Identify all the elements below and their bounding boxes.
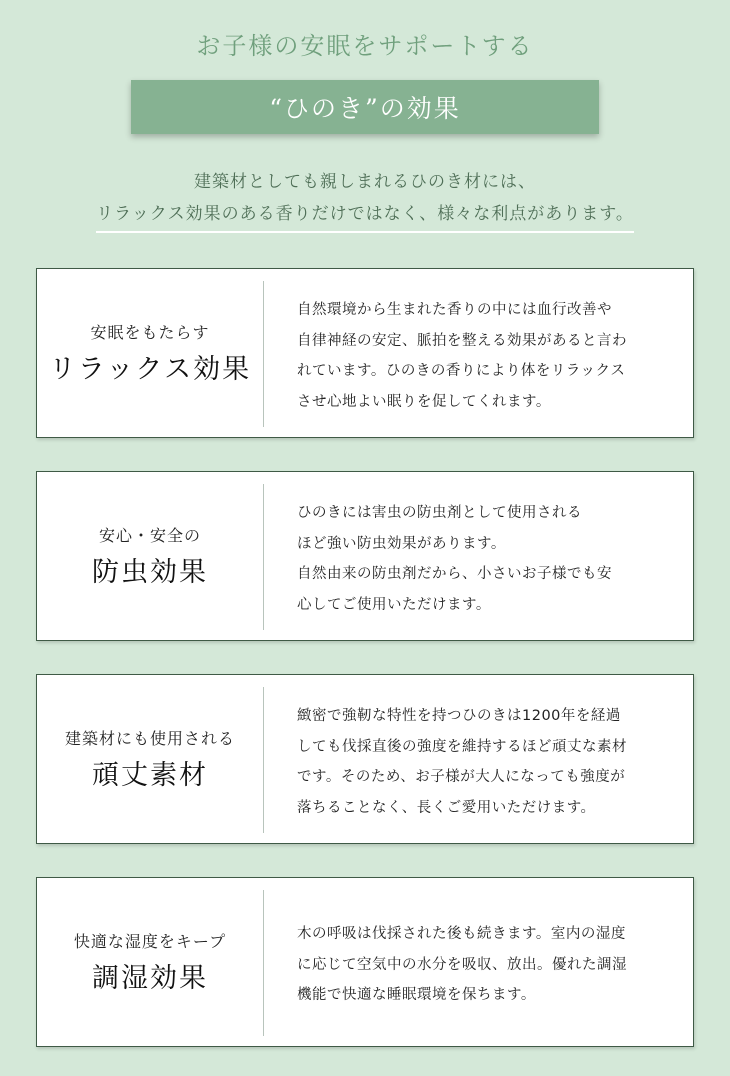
card-text-line: です。そのため、お子様が大人になっても強度が (297, 769, 626, 785)
card-subtitle: 建築材にも使用される (64, 729, 235, 748)
card-title: 頑丈素材 (92, 760, 208, 791)
card-text-line: させ心地よい眠りを促してくれます。 (297, 393, 551, 410)
benefit-card-durable (36, 674, 694, 844)
card-heading (37, 269, 263, 437)
benefit-card-humidity (36, 877, 694, 1047)
card-divider (263, 281, 264, 427)
card-text-line: 自然由来の防虫剤だから、小さいお子様でも安 (297, 566, 612, 582)
card-text-line: れています。ひのきの香りにより体をリラックス (297, 363, 626, 379)
card-subtitle: 安眠をもたらす (90, 323, 210, 342)
intro-line-1: 建築材としても親しまれるひのき材には、 (194, 172, 536, 192)
card-text-line: ひのきには害虫の防虫剤として使用される (297, 505, 582, 521)
card-text-line: 緻密で強靭な特性を持つひのきは1200年を経過 (297, 708, 621, 724)
card-text-line: 自律神経の安定、脈拍を整える効果があると言わ (297, 332, 627, 349)
card-description (297, 701, 677, 823)
card-heading (37, 472, 263, 640)
card-description (297, 295, 677, 417)
headline: お子様の安眠をサポートする (196, 32, 534, 60)
card-heading (37, 878, 263, 1046)
card-title: 防虫効果 (92, 557, 208, 588)
intro-line-2: リラックス効果のある香りだけではなく、様々な利点があります。 (96, 198, 634, 233)
card-subtitle: 安心・安全の (98, 526, 201, 545)
card-divider (263, 687, 264, 833)
card-subtitle: 快適な湿度をキープ (73, 932, 227, 951)
page-title: “ひのき”の効果 (269, 94, 461, 123)
card-text-line: 自然環境から生まれた香りの中には血行改善や (297, 302, 612, 318)
benefit-card-relax (36, 268, 694, 438)
card-description (297, 498, 677, 620)
card-divider (263, 890, 264, 1036)
card-text-line: ほど強い防虫効果があります。 (297, 535, 506, 552)
card-text-line: 落ちることなく、長くご愛用いただけます。 (297, 799, 596, 816)
card-text-line: 木の呼吸は伐採された後も続きます。室内の湿度 (297, 926, 626, 942)
card-text-line: 心してご使用いただけます。 (297, 596, 491, 613)
card-title: 調湿効果 (92, 963, 208, 994)
card-divider (263, 484, 264, 630)
intro-text (0, 166, 730, 233)
card-text-line: しても伐採直後の強度を維持するほど頑丈な素材 (297, 738, 627, 755)
card-text-line: 機能で快適な睡眠環境を保ちます。 (297, 987, 536, 1003)
card-text-line: に応じて空気中の水分を吸収、放出。優れた調湿 (297, 956, 627, 973)
title-banner (131, 80, 599, 134)
card-heading (37, 675, 263, 843)
card-title: リラックス効果 (48, 354, 252, 385)
card-description (297, 919, 677, 1011)
benefit-card-insect (36, 471, 694, 641)
